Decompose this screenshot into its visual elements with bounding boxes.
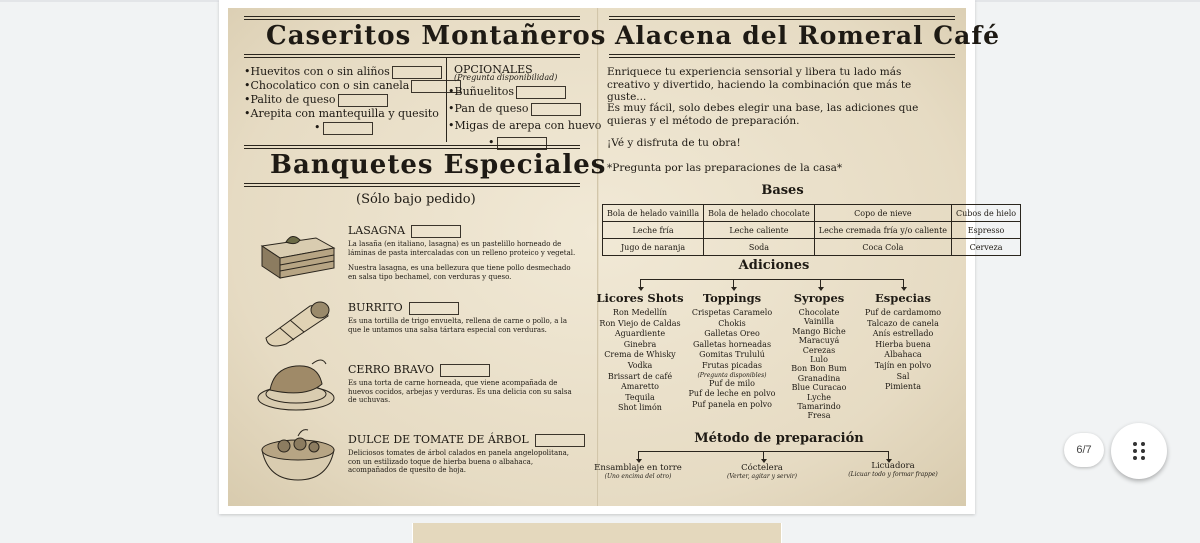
table-row: Jugo de naranja Soda Coca Cola Cerveza xyxy=(603,239,1021,256)
intro-paragraph-3: ¡Vé y disfruta de tu obra! xyxy=(607,137,741,149)
table-row: Bola de helado vainilla Bola de helado chocolate Copo de nieve Cubos de hielo xyxy=(603,205,1021,222)
licores-column: Licores Shots Ron Medellín Ron Viejo de Caldas Aguardiente Ginebra Crema de Whisky Vodka Brissart de café Amaretto Tequila Shot limón xyxy=(596,291,684,413)
price-box xyxy=(392,66,442,79)
intro-paragraph-4: *Pregunta por las preparaciones de la casa* xyxy=(607,162,843,174)
list-item: • Arepita con mantequilla y quesito xyxy=(244,107,461,121)
licores-title: Licores Shots xyxy=(596,291,684,305)
intro-paragraph-2: Es muy fácil, solo debes elegir una base, las adiciones que quieras y el método de preparación. xyxy=(607,102,919,127)
menu-fab-button[interactable] xyxy=(1111,423,1167,479)
metodo-torre: Ensamblaje en torre (Uno encima del otro) xyxy=(594,463,682,480)
metodo-coctelera: Cóctelera (Verter, agitar y servir) xyxy=(727,463,797,480)
price-box xyxy=(323,122,373,135)
bases-title: Bases xyxy=(761,183,804,198)
price-box xyxy=(338,94,388,107)
adiciones-bracket xyxy=(640,279,903,280)
dish-desc-lasagna: La lasaña (en italiano, lasagna) es un pastelillo horneado de láminas de pasta intercaladas con un relleno proteico y vegetal. xyxy=(348,240,576,257)
especias-column: Especias Puf de cardamomo Talcazo de canela Anís estrellado Hierba buena Albahaca Tajín en polvo Sal Pimienta xyxy=(858,291,948,393)
price-box xyxy=(516,86,566,99)
list-item: • Migas de arepa con huevo xyxy=(448,117,601,134)
table-row: Leche fría Leche caliente Leche cremada fría y/o caliente Espresso xyxy=(603,222,1021,239)
list-item: • Huevitos con o sin aliños xyxy=(244,65,461,79)
left-page xyxy=(228,8,607,506)
caseritos-title: Caseritos Montañeros xyxy=(266,21,607,51)
dish-title-burrito: BURRITO xyxy=(348,301,459,315)
price-box xyxy=(409,302,459,315)
alacena-rule-top xyxy=(609,16,955,20)
title-rule-bottom xyxy=(244,54,580,58)
intro-paragraph-1: Enriquece tu experiencia sensorial y libera tu lado más creativo y divertido, haciendo la combinación que más te guste... xyxy=(607,66,912,103)
list-item: • Chocolatico con o sin canela xyxy=(244,79,461,93)
dish-title-cerro-bravo: CERRO BRAVO xyxy=(348,363,490,377)
price-box xyxy=(440,364,490,377)
dish-desc-burrito: Es una tortilla de trigo envuelta, rellena de carne o pollo, a la que le untamos una salsa tártara especial con verduras. xyxy=(348,317,568,334)
banquetes-subtitle: (Sólo bajo pedido) xyxy=(356,192,476,207)
banquetes-title: Banquetes Especiales xyxy=(270,150,607,180)
opcionales-title: OPCIONALES xyxy=(454,63,533,76)
syropes-title: Syropes xyxy=(793,291,845,305)
syropes-column: Syropes Chocolate Vainilla Mango Biche Maracuyá Cerezas Lulo Bon Bon Bum Granadina Blue Curacao Lyche Tamarindo Fresa xyxy=(774,291,864,421)
next-page-preview xyxy=(413,523,781,543)
price-box xyxy=(535,434,585,447)
cerro-bravo-illustration xyxy=(256,354,338,414)
lasagna-illustration xyxy=(256,224,338,284)
caseritos-list xyxy=(244,65,461,135)
title-rule-top xyxy=(244,16,580,20)
arrow-icon xyxy=(640,279,641,287)
arrow-icon xyxy=(638,451,639,459)
arrow-icon xyxy=(820,279,821,287)
arrow-icon xyxy=(888,451,889,459)
toppings-column: Toppings Crispetas Caramelo Chokis Galletas Oreo Galletas horneadas Gomitas Trululú Frutas picadas (Pregunta disponibles) Puf de milo Puf de leche en polvo Puf panela en polvo xyxy=(688,291,776,409)
opcionales-list xyxy=(448,83,601,151)
especias-title: Especias xyxy=(875,291,931,305)
list-item: • Buñuelitos xyxy=(448,83,601,100)
metodo-title: Método de preparación xyxy=(694,431,864,446)
dish-title-dulce: DULCE DE TOMATE DE ÁRBOL xyxy=(348,433,585,447)
dish-title-lasagna: LASAGNA xyxy=(348,224,461,238)
arrow-icon xyxy=(763,451,764,459)
opcionales-divider xyxy=(446,58,447,142)
list-item: • Pan de queso xyxy=(448,100,601,117)
page-counter: 6/7 xyxy=(1064,433,1104,467)
grid-dots-icon xyxy=(1131,441,1147,461)
dish-desc-dulce: Deliciosos tomates de árbol calados en panela angelopolitana, con un estilizado toque de hierba buena o albahaca, acompañados de quesito de hoja. xyxy=(348,449,570,474)
list-item-box xyxy=(244,121,461,135)
price-box xyxy=(531,103,581,116)
banquetes-rule-bottom xyxy=(244,183,580,187)
dish-desc-lasagna-2: Nuestra lasagna, es una bellezura que tiene pollo desmechado en salsa tipo bechamel, con verduras y queso. xyxy=(348,264,571,281)
dulce-illustration xyxy=(258,424,338,484)
next-page-sheet xyxy=(412,523,782,543)
alacena-title: Alacena del Romeral Café xyxy=(615,21,1001,50)
arrow-icon xyxy=(733,279,734,287)
toppings-title: Toppings xyxy=(702,291,762,305)
bases-table xyxy=(602,204,1021,256)
adiciones-title: Adiciones xyxy=(738,258,810,273)
menu-paper xyxy=(228,8,1017,506)
list-item: • Palito de queso xyxy=(244,93,461,107)
arrow-icon xyxy=(903,279,904,287)
burrito-illustration xyxy=(260,298,334,348)
menu-page-sheet xyxy=(219,0,1017,514)
dish-desc-cerro-bravo: Es una torta de carne horneada, que viene acompañada de huevos cocidos, arbejas y verduras. Es una delicia con su salsa de uchuvas. xyxy=(348,379,572,404)
right-page xyxy=(594,8,1017,506)
banquetes-rule-top xyxy=(244,145,580,149)
opcionales-note: (Pregunta disponibilidad) xyxy=(454,73,558,82)
price-box xyxy=(411,225,461,238)
alacena-rule-bottom xyxy=(609,54,955,58)
metodo-licuadora: Licuadora (Licuar todo y formar frappe) xyxy=(848,461,938,478)
